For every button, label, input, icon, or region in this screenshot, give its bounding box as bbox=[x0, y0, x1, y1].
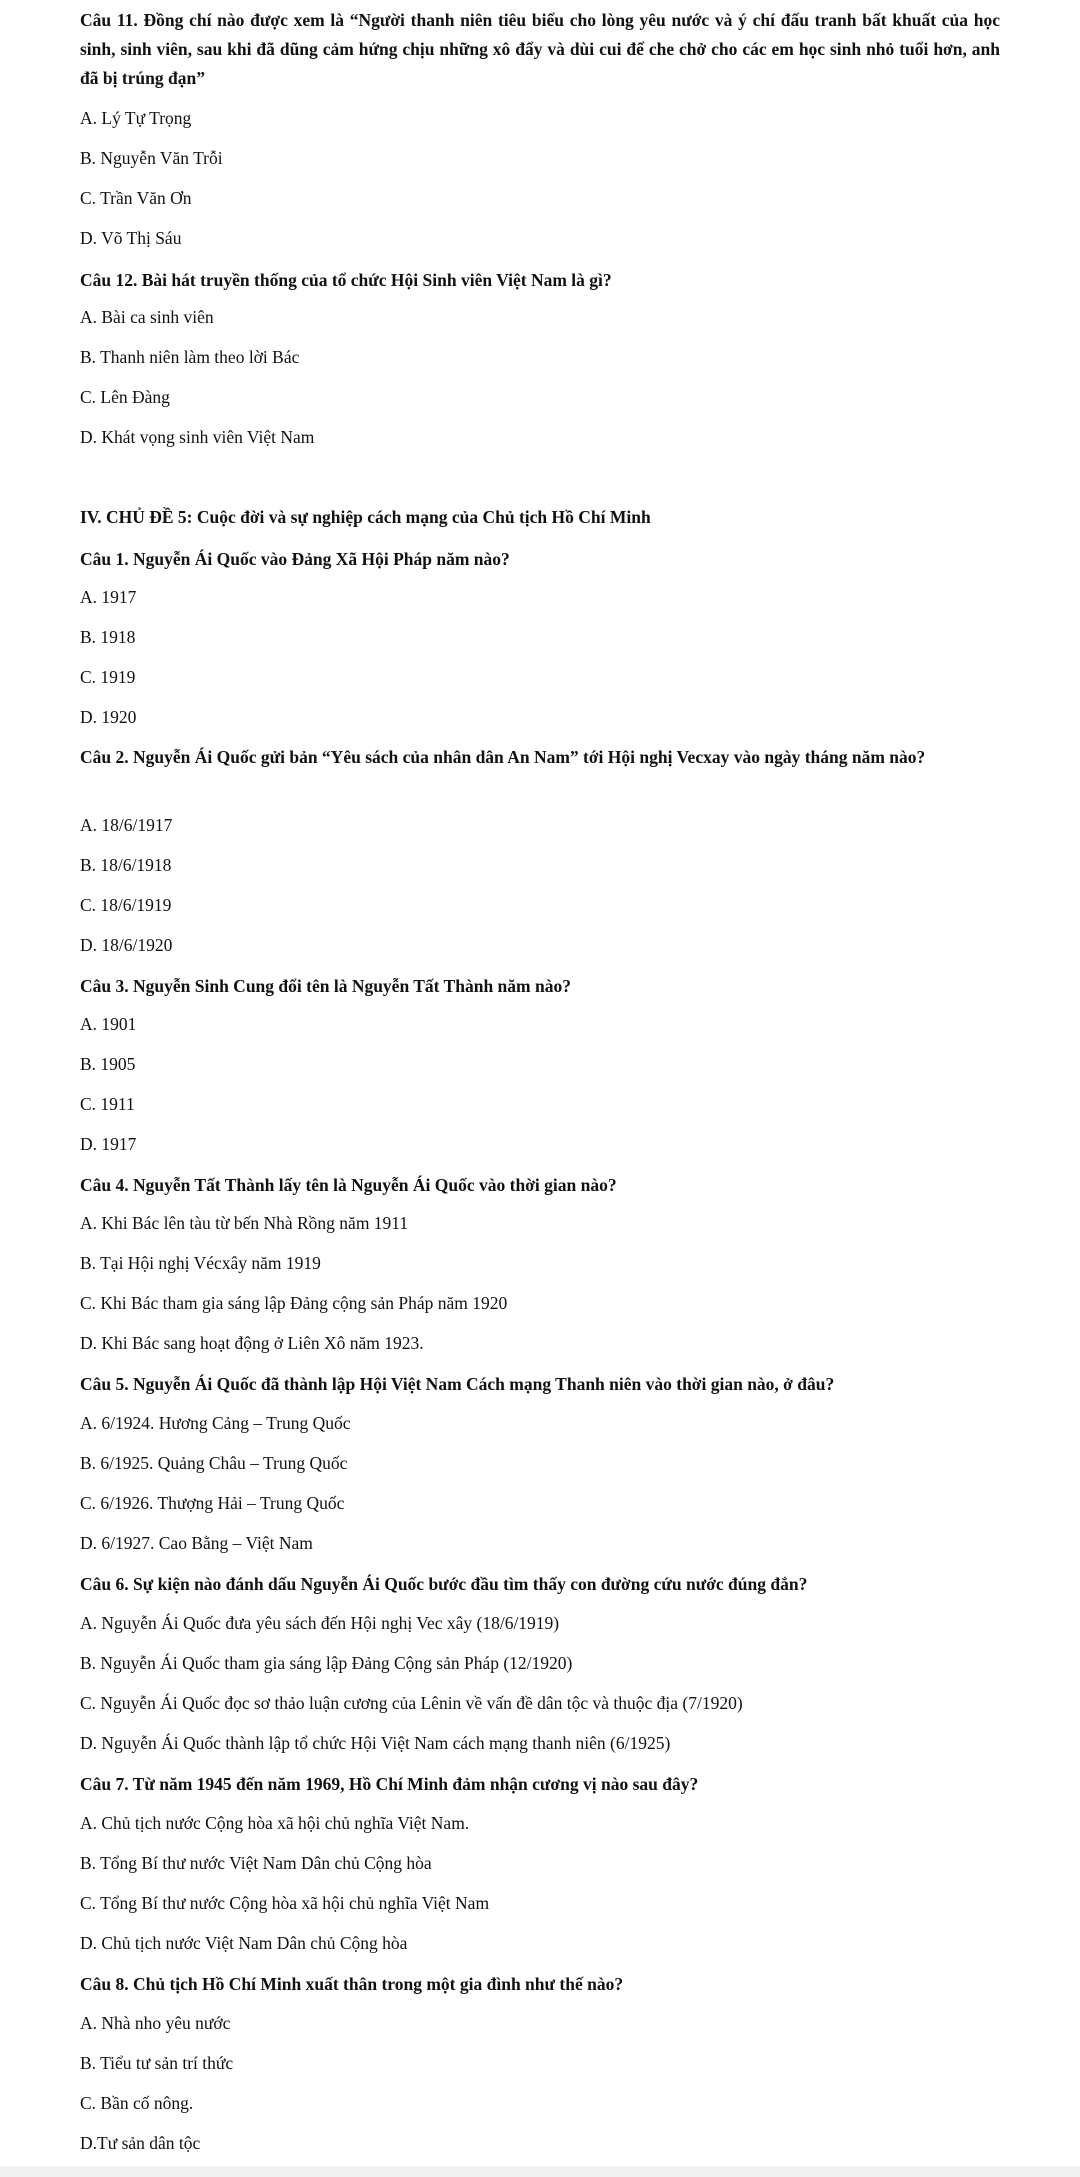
question-7 bbox=[80, 1770, 1000, 1799]
option-c: C. Nguyễn Ái Quốc đọc sơ thảo luận cương của Lênin về vấn đề dân tộc và thuộc địa (7/1920) bbox=[80, 1693, 743, 1713]
question-6 bbox=[80, 1570, 1000, 1599]
question-12 bbox=[80, 266, 1000, 295]
option-d: D. 18/6/1920 bbox=[80, 935, 173, 955]
section-heading: IV. CHỦ ĐỀ 5: Cuộc đời và sự nghiệp cách mạng của Chủ tịch Hồ Chí Minh bbox=[80, 507, 651, 527]
option-c: C. 1911 bbox=[80, 1094, 135, 1114]
question-text: Câu 7. Từ năm 1945 đến năm 1969, Hồ Chí Minh đảm nhận cương vị nào sau đây? bbox=[80, 1774, 699, 1794]
question-text: Câu 11. Đồng chí nào được xem là “Người thanh niên tiêu biểu cho lòng yêu nước và ý chí đấu tranh bất khuất của học sinh, sinh viên, sau khi đã dũng cảm hứng chịu những xô đẩy và dùi cui để che chở cho các em học sinh nhỏ tuổi hơn, anh đã bị trúng đạn” bbox=[80, 10, 1000, 88]
option-c: C. Tổng Bí thư nước Cộng hòa xã hội chủ nghĩa Việt Nam bbox=[80, 1893, 490, 1913]
option-a: A. Chủ tịch nước Cộng hòa xã hội chủ nghĩa Việt Nam. bbox=[80, 1813, 470, 1833]
option-d: D. 1917 bbox=[80, 1134, 137, 1154]
option-d: D. Nguyễn Ái Quốc thành lập tổ chức Hội Việt Nam cách mạng thanh niên (6/1925) bbox=[80, 1733, 671, 1753]
question-1 bbox=[80, 545, 1000, 574]
option-c: C. 1919 bbox=[80, 667, 136, 687]
option-b: B. Tại Hội nghị Vécxây năm 1919 bbox=[80, 1253, 321, 1273]
option-b: B. Tiểu tư sản trí thức bbox=[80, 2053, 234, 2073]
option-a: A. Nguyễn Ái Quốc đưa yêu sách đến Hội nghị Vec xây (18/6/1919) bbox=[80, 1613, 560, 1633]
option-c: C. Trần Văn Ơn bbox=[80, 188, 192, 208]
option-a: A. 1901 bbox=[80, 1014, 137, 1034]
option-d: D. 1920 bbox=[80, 707, 137, 727]
option-a: A. 18/6/1917 bbox=[80, 815, 173, 835]
option-c: C. 6/1926. Thượng Hải – Trung Quốc bbox=[80, 1493, 345, 1513]
option-c: C. Lên Đàng bbox=[80, 387, 170, 407]
option-d: D. Võ Thị Sáu bbox=[80, 228, 182, 248]
option-a: A. Bài ca sinh viên bbox=[80, 307, 214, 327]
question-5 bbox=[80, 1370, 1000, 1399]
option-b: B. 18/6/1918 bbox=[80, 855, 172, 875]
question-text: Câu 4. Nguyễn Tất Thành lấy tên là Nguyễn Ái Quốc vào thời gian nào? bbox=[80, 1175, 617, 1195]
option-b: B. Nguyễn Văn Trỗi bbox=[80, 148, 223, 168]
option-b: B. 6/1925. Quảng Châu – Trung Quốc bbox=[80, 1453, 348, 1473]
option-b: B. 1918 bbox=[80, 627, 136, 647]
option-b: B. Nguyễn Ái Quốc tham gia sáng lập Đảng Cộng sản Pháp (12/1920) bbox=[80, 1653, 573, 1673]
option-d: D. Khi Bác sang hoạt động ở Liên Xô năm 1923. bbox=[80, 1333, 424, 1353]
option-a: A. Nhà nho yêu nước bbox=[80, 2013, 231, 2033]
page-bottom-divider bbox=[0, 2166, 1080, 2177]
question-text: Câu 6. Sự kiện nào đánh dấu Nguyễn Ái Quốc bước đầu tìm thấy con đường cứu nước đúng đắn? bbox=[80, 1574, 808, 1594]
option-b: B. Tổng Bí thư nước Việt Nam Dân chủ Cộng hòa bbox=[80, 1853, 432, 1873]
question-text: Câu 8. Chủ tịch Hồ Chí Minh xuất thân trong một gia đình như thế nào? bbox=[80, 1974, 624, 1994]
question-text: Câu 3. Nguyễn Sinh Cung đổi tên là Nguyễn Tất Thành năm nào? bbox=[80, 976, 571, 996]
option-d: D.Tư sản dân tộc bbox=[80, 2133, 201, 2153]
option-d: D. Khát vọng sinh viên Việt Nam bbox=[80, 427, 315, 447]
question-11 bbox=[80, 6, 1000, 93]
question-text: Câu 2. Nguyễn Ái Quốc gửi bản “Yêu sách của nhân dân An Nam” tới Hội nghị Vecxay vào ngày tháng năm nào? bbox=[80, 747, 926, 767]
option-c: C. Khi Bác tham gia sáng lập Đảng cộng sản Pháp năm 1920 bbox=[80, 1293, 508, 1313]
option-a: A. Khi Bác lên tàu từ bến Nhà Rồng năm 1911 bbox=[80, 1213, 409, 1233]
option-b: B. Thanh niên làm theo lời Bác bbox=[80, 347, 300, 367]
question-text: Câu 12. Bài hát truyền thống của tổ chức Hội Sinh viên Việt Nam là gì? bbox=[80, 270, 612, 290]
option-c: C. Bần cố nông. bbox=[80, 2093, 194, 2113]
option-d: D. Chủ tịch nước Việt Nam Dân chủ Cộng hòa bbox=[80, 1933, 408, 1953]
option-a: A. 1917 bbox=[80, 587, 137, 607]
question-4 bbox=[80, 1171, 1000, 1200]
option-c: C. 18/6/1919 bbox=[80, 895, 172, 915]
option-a: A. Lý Tự Trọng bbox=[80, 108, 192, 128]
option-d: D. 6/1927. Cao Bằng – Việt Nam bbox=[80, 1533, 313, 1553]
question-text: Câu 5. Nguyễn Ái Quốc đã thành lập Hội Việt Nam Cách mạng Thanh niên vào thời gian nào, ở đâu? bbox=[80, 1374, 835, 1394]
question-text: Câu 1. Nguyễn Ái Quốc vào Đảng Xã Hội Pháp năm nào? bbox=[80, 549, 510, 569]
question-3 bbox=[80, 972, 1000, 1001]
option-b: B. 1905 bbox=[80, 1054, 136, 1074]
question-2 bbox=[80, 743, 1000, 772]
option-a: A. 6/1924. Hương Cảng – Trung Quốc bbox=[80, 1413, 351, 1433]
question-8 bbox=[80, 1970, 1000, 1999]
